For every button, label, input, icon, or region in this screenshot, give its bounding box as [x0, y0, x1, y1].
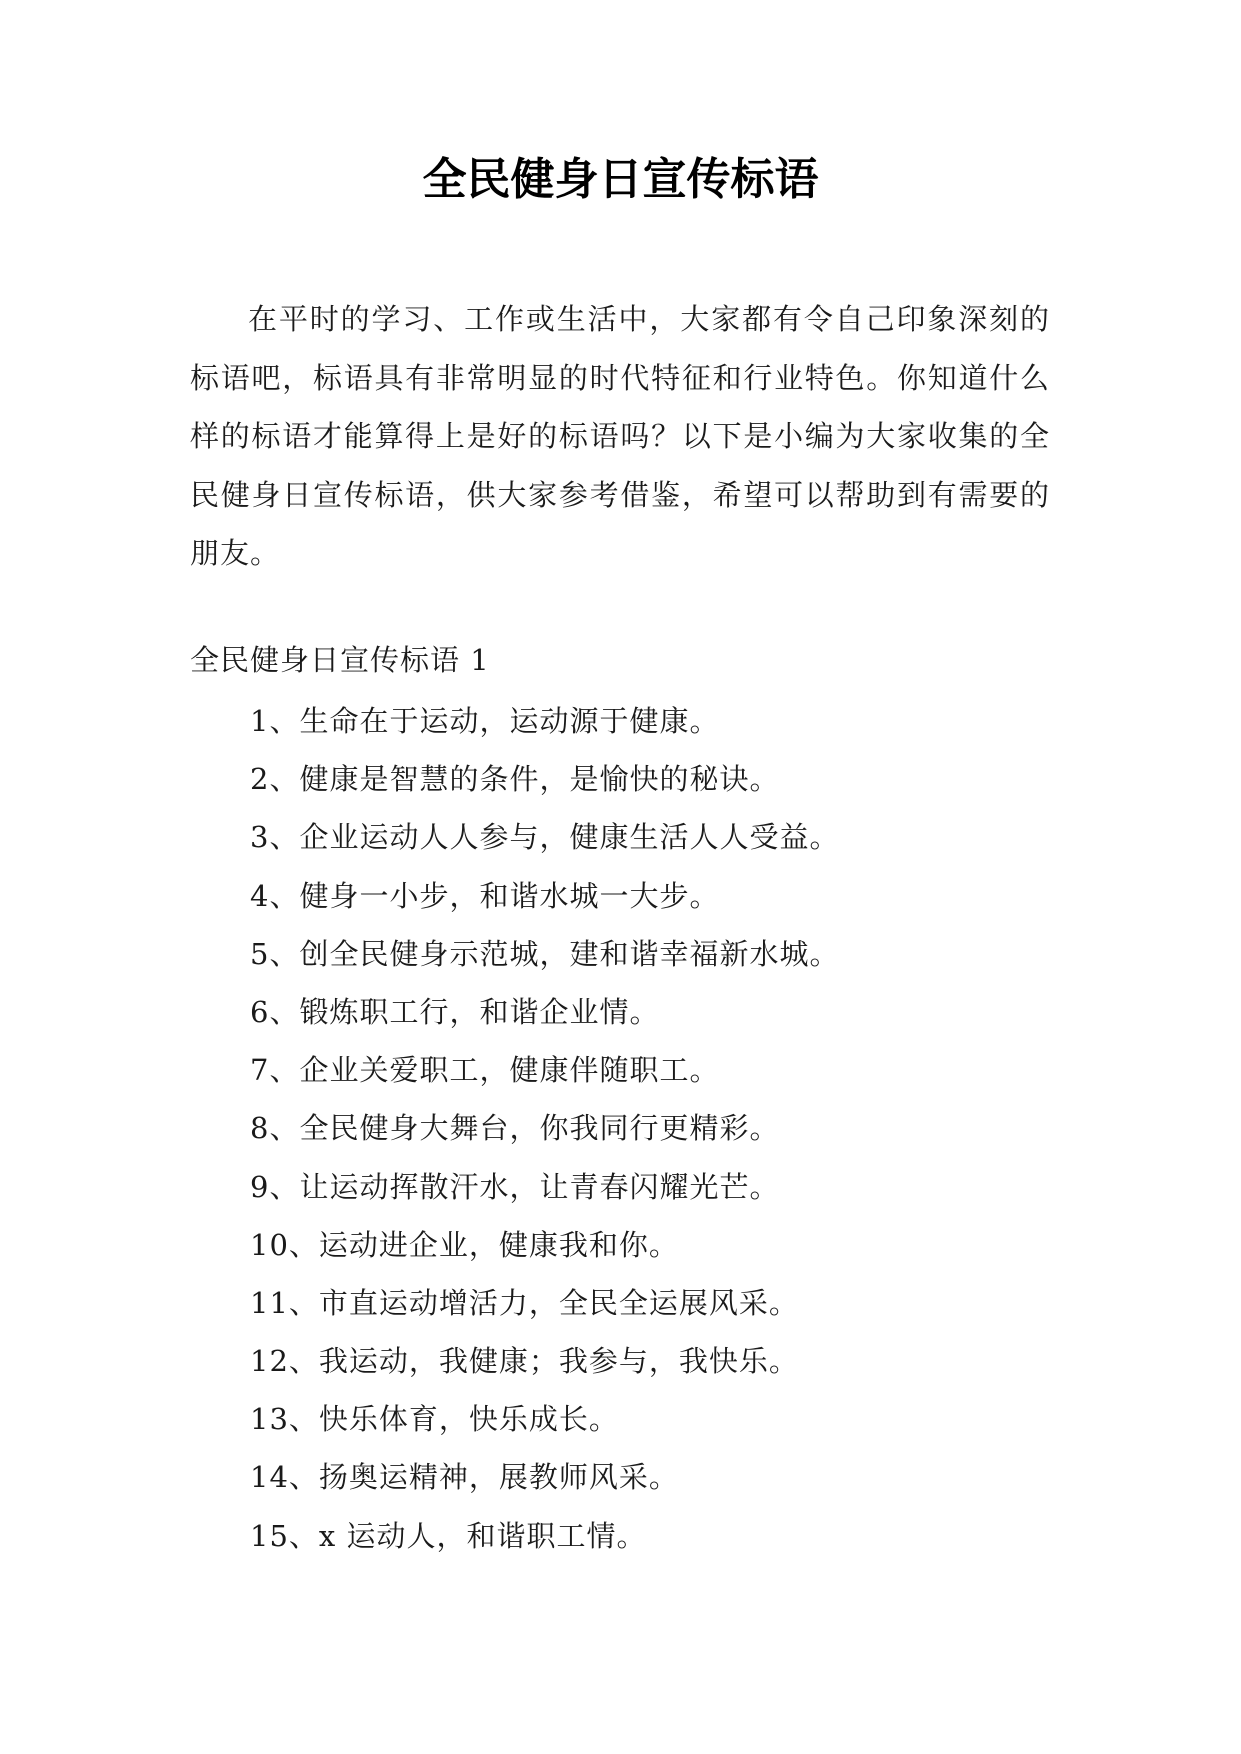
slogan-item: 7、企业关爱职工，健康伴随职工。 — [250, 1053, 720, 1088]
slogan-item: 8、全民健身大舞台，你我同行更精彩。 — [250, 1111, 780, 1146]
document-title: 全民健身日宣传标语 — [422, 154, 819, 205]
intro-paragraph: 在平时的学习、工作或生活中，大家都有令自己印象深刻的标语吧，标语具有非常明显的时代特征和行业特色。你知道什么样的标语才能算得上是好的标语吗？以下是小编为大家收集的全民健身日宣传标语，供大家参考借鉴，希望可以帮助到有需要的朋友。 — [190, 302, 1050, 570]
slogan-item: 13、快乐体育，快乐成长。 — [250, 1402, 619, 1437]
slogan-item: 1、生命在于运动，运动源于健康。 — [250, 704, 720, 738]
slogan-item: 2、健康是智慧的条件，是愉快的秘诀。 — [250, 762, 780, 797]
slogan-item: 9、让运动挥散汗水，让青春闪耀光芒。 — [250, 1169, 780, 1204]
slogan-item: 14、扬奥运精神，展教师风采。 — [250, 1460, 679, 1495]
slogan-item: 5、创全民健身示范城，建和谐幸福新水城。 — [250, 936, 840, 971]
slogan-item: 3、企业运动人人参与，健康生活人人受益。 — [250, 820, 840, 855]
slogan-item: 4、健身一小步，和谐水城一大步。 — [250, 878, 720, 913]
slogan-item: 12、我运动，我健康；我参与，我快乐。 — [250, 1344, 799, 1379]
slogan-item: 6、锻炼职工行，和谐企业情。 — [250, 994, 660, 1029]
slogan-item: 10、运动进企业，健康我和你。 — [250, 1227, 679, 1262]
slogan-item: 11、市直运动增活力，全民全运展风采。 — [250, 1285, 799, 1320]
slogan-list — [250, 697, 1050, 1570]
slogan-item: 15、x 运动人，和谐职工情。 — [250, 1518, 647, 1553]
section-heading: 全民健身日宣传标语 1 — [190, 643, 490, 677]
